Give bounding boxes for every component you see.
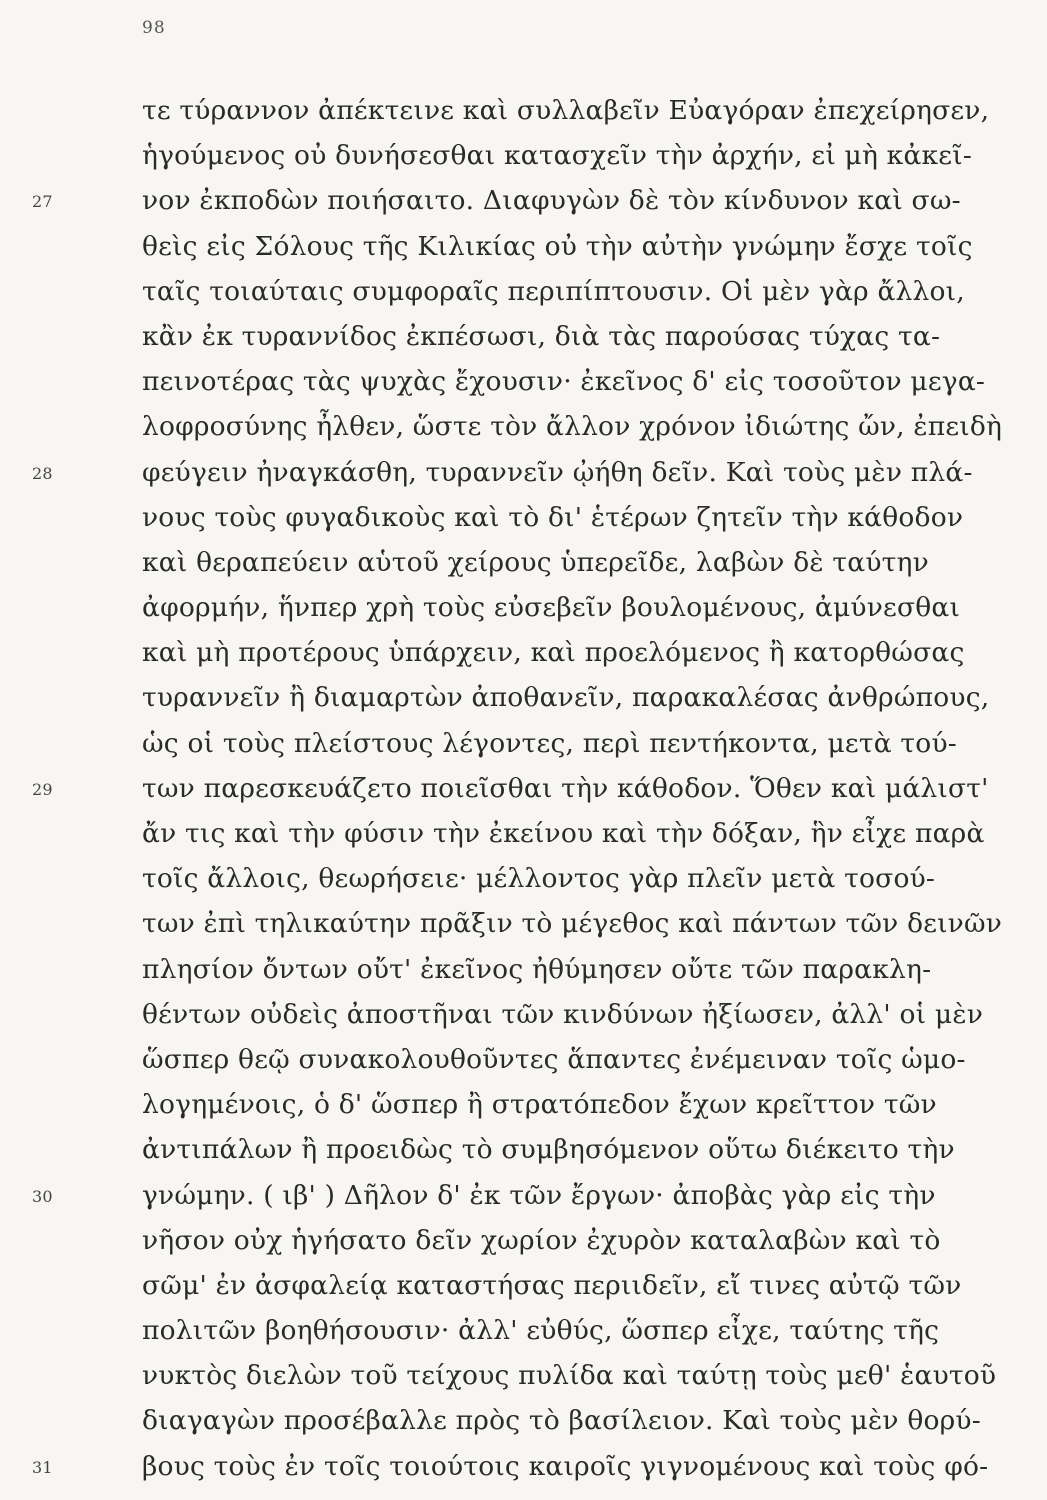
line-text: θεὶς εἰς Σόλους τῆς Κιλικίας οὐ τὴν αὐτὴν γνώμην ἔσχε τοῖς: [142, 230, 973, 262]
text-line: [142, 1398, 1002, 1443]
section-marker: 31: [32, 1457, 53, 1477]
line-text: τυραννεῖν ἢ διαμαρτὼν ἀποθανεῖν, παρακαλέσας ἀνθρώπους,: [142, 682, 990, 714]
line-text: βους τοὺς ἐν τοῖς τοιούτοις καιροῖς γιγνομένους καὶ τοὺς φό-: [142, 1450, 989, 1482]
line-text: νον ἐκποδὼν ποιήσαιτο. Διαφυγὼν δὲ τὸν κίνδυνον καὶ σω-: [142, 185, 961, 217]
text-line: [142, 856, 1002, 901]
line-text: ἡγούμενος οὐ δυνήσεσθαι κατασχεῖν τὴν ἀρχήν, εἰ μὴ κἀκεῖ-: [142, 140, 972, 172]
text-line: [142, 901, 1002, 946]
greek-text-body: [32, 88, 1003, 1489]
text-line: [32, 1173, 1002, 1218]
line-text: σῶμ' ἐν ἀσφαλείᾳ καταστήσας περιιδεῖν, εἴ τινες αὐτῷ τῶν: [142, 1269, 962, 1301]
line-text: τε τύραννον ἀπέκτεινε καὶ συλλαβεῖν Εὐαγόραν ἐπεχείρησεν,: [142, 95, 990, 126]
line-text: γνώμην. ( ιβ' ) Δῆλον δ' ἐκ τῶν ἔργων· ἀποβὰς γὰρ εἰς τὴν: [142, 1179, 936, 1211]
line-text: καὶ μὴ προτέρους ὑπάρχειν, καὶ προελόμενος ἢ κατορθώσας: [142, 637, 965, 669]
line-text: των ἐπὶ τηλικαύτην πρᾶξιν τὸ μέγεθος καὶ πάντων τῶν δεινῶν: [142, 908, 1003, 940]
section-marker: 29: [32, 779, 53, 799]
text-line: [142, 721, 1002, 766]
line-text: ὥσπερ θεῷ συνακολουθοῦντες ἅπαντες ἐνέμειναν τοῖς ὡμο-: [142, 1043, 966, 1075]
line-text: καὶ θεραπεύειν αὑτοῦ χείρους ὑπερεῖδε, λαβὼν δὲ ταύτην: [142, 546, 929, 578]
line-text: λοφροσύνης ἦλθεν, ὥστε τὸν ἄλλον χρόνον ἰδιώτης ὤν, ἐπειδὴ: [142, 411, 1003, 443]
section-marker: 27: [32, 192, 53, 212]
text-line: [32, 178, 1002, 223]
line-text: ἀντιπάλων ἢ προειδὼς τὸ συμβησόμενον οὕτω διέκειτο τὴν: [142, 1134, 955, 1166]
line-text: νυκτὸς διελὼν τοῦ τείχους πυλίδα καὶ ταύτῃ τοὺς μεθ' ἑαυτοῦ: [142, 1360, 997, 1392]
text-line: [142, 1037, 1002, 1082]
text-line: [32, 766, 1002, 811]
line-text: νῆσον οὐχ ἡγήσατο δεῖν χωρίον ἐχυρὸν καταλαβὼν καὶ τὸ: [142, 1224, 941, 1256]
text-line: [32, 450, 1002, 495]
text-line: [142, 1127, 1002, 1172]
line-text: ἀφορμήν, ἥνπερ χρὴ τοὺς εὐσεβεῖν βουλομένους, ἀμύνεσθαι: [142, 592, 961, 624]
text-line: [142, 1353, 1002, 1398]
text-line: [142, 540, 1002, 585]
text-line: [142, 314, 1002, 359]
text-line: [142, 630, 1002, 675]
line-text: κἂν ἐκ τυραννίδος ἐκπέσωσι, διὰ τὰς παρούσας τύχας τα-: [142, 320, 941, 352]
line-text: ὡς οἱ τοὺς πλείστους λέγοντες, περὶ πεντήκοντα, μετὰ τού-: [142, 727, 957, 759]
text-line: [142, 269, 1002, 314]
text-line: [142, 1082, 1002, 1127]
text-line: [142, 585, 1002, 630]
line-text: ταῖς τοιαύταις συμφοραῖς περιπίπτουσιν. Οἱ μὲν γὰρ ἄλλοι,: [142, 275, 965, 307]
line-text: των παρεσκευάζετο ποιεῖσθαι τὴν κάθοδον. Ὅθεν καὶ μάλιστ': [142, 772, 989, 804]
line-text: πολιτῶν βοηθήσουσιν· ἀλλ' εὐθύς, ὥσπερ εἶχε, ταύτης τῆς: [142, 1315, 940, 1347]
text-line: [142, 133, 1002, 178]
text-line: [142, 947, 1002, 992]
line-text: λογημένοις, ὁ δ' ὥσπερ ἢ στρατόπεδον ἔχων κρεῖττον τῶν: [142, 1089, 937, 1121]
text-line: [142, 495, 1002, 540]
text-line: [32, 1444, 1002, 1489]
line-text: νους τοὺς φυγαδικοὺς καὶ τὸ δι' ἑτέρων ζητεῖν τὴν κάθοδον: [142, 501, 964, 533]
line-text: φεύγειν ἠναγκάσθη, τυραννεῖν ᾠήθη δεῖν. Καὶ τοὺς μὲν πλά-: [142, 456, 973, 488]
text-line: [142, 88, 1002, 133]
text-line: [142, 1218, 1002, 1263]
line-text: διαγαγὼν προσέβαλλε πρὸς τὸ βασίλειον. Καὶ τοὺς μὲν θορύ-: [142, 1405, 981, 1437]
line-text: ἄν τις καὶ τὴν φύσιν τὴν ἐκείνου καὶ τὴν δόξαν, ἣν εἶχε παρὰ: [142, 818, 985, 849]
page-number: 98: [142, 18, 166, 38]
text-line: [142, 224, 1002, 269]
text-line: [142, 992, 1002, 1037]
text-line: [142, 404, 1002, 449]
text-line: [142, 1308, 1002, 1353]
section-marker: 30: [32, 1186, 53, 1206]
text-line: [142, 1263, 1002, 1308]
line-text: πλησίον ὄντων οὔτ' ἐκεῖνος ἠθύμησεν οὔτε τῶν παρακλη-: [142, 953, 932, 985]
text-line: [142, 675, 1002, 720]
text-line: [142, 359, 1002, 404]
line-text: τοῖς ἄλλοις, θεωρήσειε· μέλλοντος γὰρ πλεῖν μετὰ τοσού-: [142, 863, 936, 895]
line-text: πεινοτέρας τὰς ψυχὰς ἔχουσιν· ἐκεῖνος δ' εἰς τοσοῦτον μεγα-: [142, 366, 986, 398]
text-line: [142, 811, 1002, 856]
section-marker: 28: [32, 463, 53, 483]
line-text: θέντων οὐδεὶς ἀποστῆναι τῶν κινδύνων ἠξίωσεν, ἀλλ' οἱ μὲν: [142, 998, 984, 1030]
